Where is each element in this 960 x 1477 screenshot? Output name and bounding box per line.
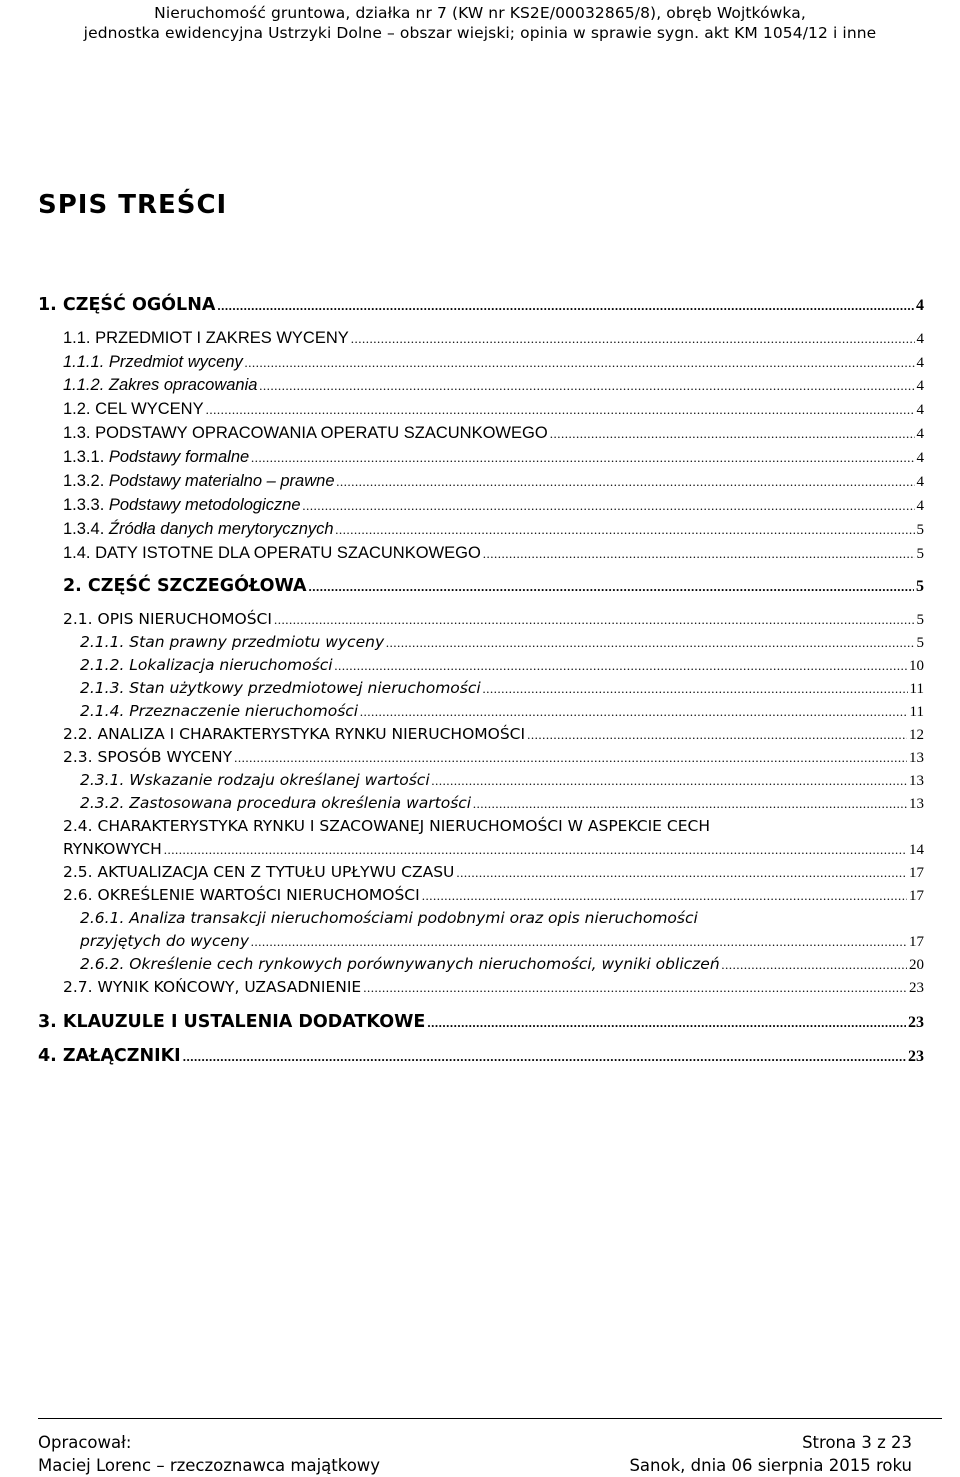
toc-leader [360,704,907,719]
toc-entry-2-1-1[interactable] [80,633,924,652]
running-header [0,3,960,43]
toc-entry-2-3[interactable] [63,748,924,767]
toc-label: 1.1. PRZEDMIOT I ZAKRES WYCENY [63,329,349,347]
toc-leader [217,298,914,313]
toc-page: 5 [916,635,924,651]
toc-entry-1-4[interactable] [63,544,924,563]
toc-label: 1.1.2. Zakres opracowania [63,376,258,394]
toc-label: przyjętych do wyceny [80,932,250,950]
toc-leader [303,498,915,513]
toc-page: 17 [909,934,924,950]
toc-leader [456,865,907,880]
toc-label: Podstawy metodologiczne [108,496,301,514]
toc-leader [432,773,907,788]
toc-leader [483,681,908,696]
toc-entry-1-3-1[interactable] [63,448,924,467]
toc-leader [386,635,914,650]
toc-entry-2-1-2[interactable] [80,656,924,675]
toc-leader [473,796,907,811]
toc-page: 5 [916,578,924,595]
toc-entry-2-2[interactable] [63,725,924,744]
toc-entry-1-2[interactable] [63,400,924,419]
toc-label-number: 1.3.1. [63,448,109,466]
toc-entry-1-3-3[interactable] [63,496,924,515]
toc-label: 4. ZAŁĄCZNIKI [38,1046,181,1066]
toc-page: 5 [916,522,924,538]
toc-label: 2.3.1. Wskazanie rodzaju określanej wartości [80,771,430,789]
toc-page: 20 [909,957,924,973]
toc-label: Źródła danych merytorycznych [108,520,334,538]
toc-label: 2.3.2. Zastosowana procedura określenia wartości [80,794,472,812]
toc-leader [309,579,914,594]
toc-page: 11 [909,681,924,697]
header-line-1: Nieruchomość gruntowa, działka nr 7 (KW nr KS2E/00032865/8), obręb Wojtkówka, [154,4,806,22]
toc-page: 10 [909,658,924,674]
toc-leader [527,727,907,742]
footer-date: Sanok, dnia 06 sierpnia 2015 roku [629,1456,912,1475]
toc-leader [183,1049,906,1064]
toc-label: 1.4. DATY ISTOTNE DLA OPERATU SZACUNKOWEGO [63,544,481,562]
toc-entry-2-6-1[interactable] [80,932,924,951]
toc-page: 23 [908,1048,924,1065]
toc-page: 4 [916,450,924,466]
toc-entry-2-3-2[interactable] [80,794,924,813]
toc-label: 2.1.3. Stan użytkowy przedmiotowej nieruchomości [80,679,481,697]
toc-label: 2.1.2. Lokalizacja nieruchomości [80,656,333,674]
toc-entry-2-5[interactable] [63,863,924,882]
toc-label: 1.3. PODSTAWY OPRACOWANIA OPERATU SZACUNKOWEGO [63,424,548,442]
toc-leader [351,331,915,346]
toc-page: 5 [916,546,924,562]
toc-label: 1.1.1. Przedmiot wyceny [63,353,243,371]
toc-label: Podstawy materialno – prawne [108,472,335,490]
toc-leader [550,426,915,441]
toc-label-number: 1.3.2. [63,472,109,490]
toc-label: Podstawy formalne [108,448,250,466]
toc-page: 4 [916,378,924,394]
toc-entry-2-1-3[interactable] [80,679,924,698]
toc-leader [251,934,907,949]
toc-entry-3[interactable] [38,1012,924,1032]
toc-entry-1-3[interactable] [63,424,924,443]
toc-entry-2-3-1[interactable] [80,771,924,790]
toc-page: 13 [909,796,924,812]
page-title: SPIS TREŚCI [38,190,228,220]
toc-page: 23 [908,1014,924,1031]
toc-leader [363,980,907,995]
toc-label-number: 1.3.4. [63,520,109,538]
toc-label: RYNKOWYCH [63,840,162,858]
toc-page: 4 [916,498,924,514]
toc-entry-2-1-4[interactable] [80,702,924,721]
toc-leader [722,957,907,972]
toc-page: 17 [909,865,924,881]
toc-label: 2.1.1. Stan prawny przedmiotu wyceny [80,633,385,651]
toc-leader [206,402,915,417]
toc-page: 13 [909,773,924,789]
toc-entry-2-1[interactable] [63,610,924,629]
toc-label: 2.1. OPIS NIERUCHOMOŚCI [63,610,272,628]
toc-page: 4 [916,426,924,442]
toc-page: 4 [916,331,924,347]
toc-page: 4 [916,355,924,371]
toc-entry-4[interactable] [38,1046,924,1066]
toc-label: 1.2. CEL WYCENY [63,400,204,418]
toc-entry-2-6-2[interactable] [80,955,924,974]
toc-leader [164,842,907,857]
toc-entry-1-1[interactable] [63,329,924,348]
toc-leader [427,1015,906,1030]
toc-label: 2.1.4. Przeznaczenie nieruchomości [80,702,359,720]
toc-page: 4 [916,474,924,490]
toc-page: 17 [909,888,924,904]
toc-entry-2[interactable] [63,576,924,596]
footer-left [38,1431,380,1477]
toc-entry-2-4-line1[interactable]: 2.4. CHARAKTERYSTYKA RYNKU I SZACOWANEJ NIERUCHOMOŚCI W ASPEKCIE CECH [63,817,710,835]
toc-page: 4 [916,297,924,314]
toc-label: 2.5. AKTUALIZACJA CEN Z TYTUŁU UPŁYWU CZASU [63,863,455,881]
toc-label: 2.7. WYNIK KOŃCOWY, UZASADNIENIE [63,978,362,996]
toc-entry-2-6[interactable] [63,886,924,905]
toc-label: 1. CZĘŚĆ OGÓLNA [38,295,216,315]
toc-leader [234,750,907,765]
toc-entry-2-4[interactable] [63,840,924,859]
toc-page: 4 [916,402,924,418]
toc-label: 2. CZĘŚĆ SZCZEGÓŁOWA [63,576,307,596]
toc-page: 11 [909,704,924,720]
toc-page: 12 [909,727,924,743]
toc-label: 2.6.2. Określenie cech rynkowych porównywanych nieruchomości, wyniki obliczeń [80,955,720,973]
toc-leader [251,450,914,465]
toc-label: 3. KLAUZULE I USTALENIA DODATKOWE [38,1012,426,1032]
toc-label: 2.2. ANALIZA I CHARAKTERYSTYKA RYNKU NIERUCHOMOŚCI [63,725,526,743]
toc-entry-2-7[interactable] [63,978,924,997]
toc-leader [483,546,915,561]
toc-leader [259,378,914,393]
footer-author: Maciej Lorenc – rzeczoznawca majątkowy [38,1456,381,1475]
toc-leader [274,612,915,627]
toc-entry-1[interactable] [38,295,924,315]
toc-leader [245,355,915,370]
toc-page: 23 [909,980,924,996]
toc-entry-1-3-2[interactable] [63,472,924,491]
toc-leader [335,658,907,673]
header-line-2: jednostka ewidencyjna Ustrzyki Dolne – obszar wiejski; opinia w sprawie sygn. akt KM 1054/12 i inne [83,24,877,42]
toc-page: 13 [909,750,924,766]
footer-right [629,1431,912,1477]
toc-page: 5 [916,612,924,628]
footer-author-label: Opracował: [38,1433,132,1452]
toc-entry-1-3-4[interactable] [63,520,924,539]
toc-leader [422,888,907,903]
footer-divider [38,1418,942,1419]
toc-page: 14 [909,842,924,858]
toc-entry-1-1-1[interactable] [63,353,924,372]
toc-leader [336,522,915,537]
toc-label: 2.3. SPOSÓB WYCENY [63,748,233,766]
toc-entry-2-6-1-line1[interactable]: 2.6.1. Analiza transakcji nieruchomościami podobnymi oraz opis nieruchomości [80,909,698,927]
toc-entry-1-1-2[interactable] [63,376,924,395]
toc-label-number: 1.3.3. [63,496,109,514]
toc-label: 2.6. OKREŚLENIE WARTOŚCI NIERUCHOMOŚCI [63,886,420,904]
toc-leader [337,474,915,489]
footer-page-number: Strona 3 z 23 [802,1433,912,1452]
